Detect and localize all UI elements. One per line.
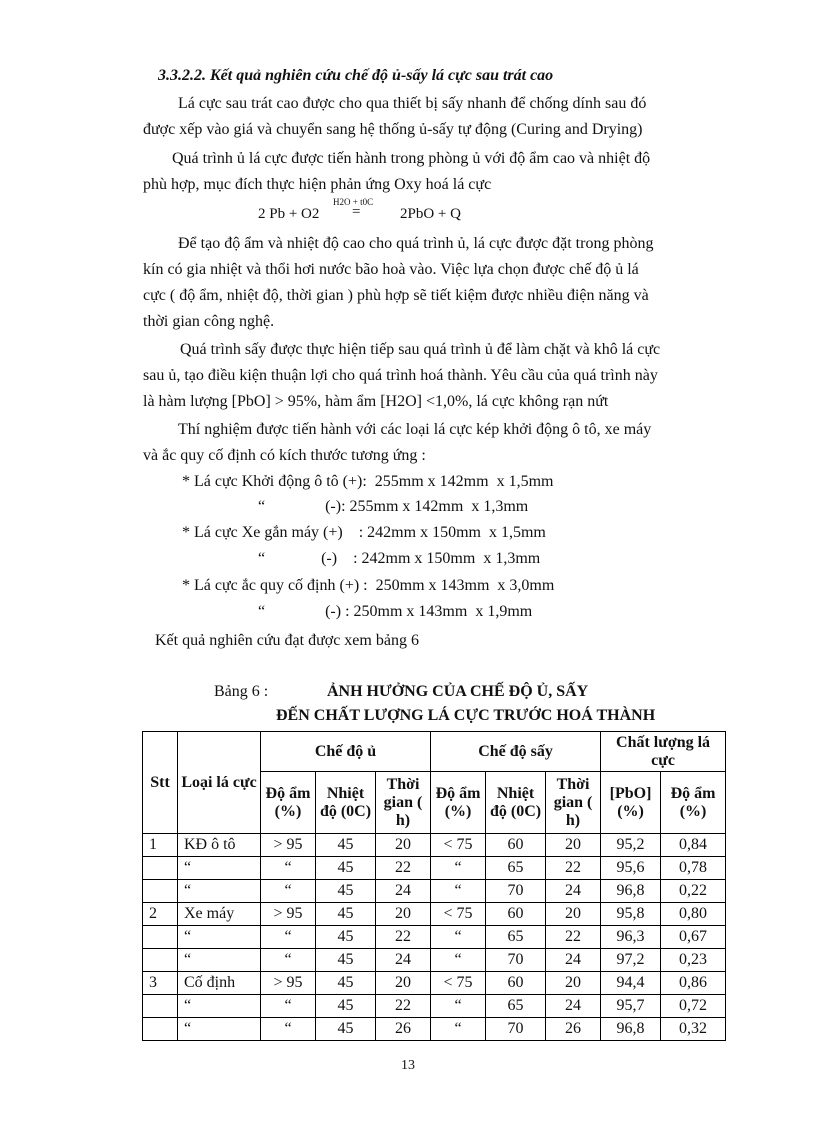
spec-line: “ (-) : 242mm x 150mm x 1,3mm [258, 550, 541, 567]
table-cell: 45 [316, 834, 376, 857]
table-cell: 45 [316, 880, 376, 903]
table-cell [143, 857, 178, 880]
table-row [143, 880, 726, 903]
table-cell: 96,8 [601, 880, 661, 903]
equation-sign: = [352, 204, 361, 220]
table-cell: 22 [376, 995, 431, 1018]
paragraph-line: kín có gia nhiệt và thổi hơi nước bão hoà vào. Việc lựa chọn được chế độ ủ lá [143, 261, 639, 278]
table-cell: 65 [486, 857, 546, 880]
table-cell: “ [431, 857, 486, 880]
table-row [143, 926, 726, 949]
table-cell: 3 [143, 972, 178, 995]
header-stt: Stt [143, 732, 178, 834]
table-cell: Cố định [178, 972, 261, 995]
table-cell: 2 [143, 903, 178, 926]
table-cell: 45 [316, 972, 376, 995]
table-cell: 20 [546, 903, 601, 926]
header-pbo: [PbO] (%) [601, 772, 661, 834]
table-cell: 22 [376, 926, 431, 949]
table-cell: 97,2 [601, 949, 661, 972]
table-cell: “ [261, 949, 316, 972]
header-thoi-gian: Thời gian ( h) [546, 772, 601, 834]
table-cell: 1 [143, 834, 178, 857]
table-title-line-2: ĐẾN CHẤT LƯỢNG LÁ CỰC TRƯỚC HOÁ THÀNH [276, 707, 656, 724]
table-cell: “ [431, 1018, 486, 1041]
table-cell: 24 [546, 995, 601, 1018]
table-title-line-1: ẢNH HƯỞNG CỦA CHẾ ĐỘ Ủ, SẤY [327, 683, 589, 700]
paragraph-line: phù hợp, mục đích thực hiện phản ứng Oxy hoá lá cực [143, 176, 492, 193]
paragraph-line: được xếp vào giá và chuyển sang hệ thống ủ-sấy tự động (Curing and Drying) [143, 121, 643, 138]
results-table [142, 731, 726, 1041]
table-cell: “ [261, 995, 316, 1018]
table-cell: “ [261, 880, 316, 903]
table-cell: 70 [486, 880, 546, 903]
table-cell: 45 [316, 1018, 376, 1041]
equation-left: 2 Pb + O2 [258, 206, 320, 222]
table-row [143, 949, 726, 972]
table-row [143, 972, 726, 995]
table-cell: 26 [546, 1018, 601, 1041]
table-cell: “ [178, 1018, 261, 1041]
table-cell: 45 [316, 949, 376, 972]
table-cell: 45 [316, 903, 376, 926]
table-cell: 22 [546, 857, 601, 880]
table-cell: 65 [486, 995, 546, 1018]
table-cell: 20 [546, 834, 601, 857]
table-cell: 60 [486, 903, 546, 926]
table-cell: 95,8 [601, 903, 661, 926]
header-do-am: Độ ẩm (%) [661, 772, 726, 834]
table-row [143, 857, 726, 880]
page-number: 13 [401, 1058, 415, 1073]
table-cell: > 95 [261, 903, 316, 926]
table-row [143, 834, 726, 857]
table-cell: 45 [316, 995, 376, 1018]
table-cell: “ [178, 857, 261, 880]
table-cell: 96,8 [601, 1018, 661, 1041]
table-cell: 20 [546, 972, 601, 995]
table-cell: 22 [546, 926, 601, 949]
table-cell: 70 [486, 1018, 546, 1041]
paragraph-line: thời gian công nghệ. [143, 313, 275, 330]
table-cell: 0,22 [661, 880, 726, 903]
table-cell: 70 [486, 949, 546, 972]
table-cell: 45 [316, 857, 376, 880]
table-label: Bảng 6 : [214, 683, 269, 700]
table-cell: 0,67 [661, 926, 726, 949]
table-cell: < 75 [431, 903, 486, 926]
table-cell: 0,84 [661, 834, 726, 857]
equation-condition: H2O + t0C [333, 197, 374, 207]
section-heading: 3.3.2.2. Kết quả nghiên cứu chế độ ủ-sấy lá cực sau trát cao [158, 67, 554, 84]
spec-line: “ (-) : 250mm x 143mm x 1,9mm [258, 603, 533, 620]
table-cell: “ [178, 880, 261, 903]
table-cell: 60 [486, 972, 546, 995]
paragraph-line: Quá trình ủ lá cực được tiến hành trong phòng ủ với độ ẩm cao và nhiệt độ [172, 150, 651, 167]
table-cell: 24 [546, 880, 601, 903]
table-cell: 24 [376, 949, 431, 972]
table-cell: > 95 [261, 834, 316, 857]
table-cell: < 75 [431, 972, 486, 995]
table-cell: “ [178, 949, 261, 972]
table-cell: “ [261, 926, 316, 949]
header-do-am: Độ ẩm (%) [261, 772, 316, 834]
table-cell: “ [431, 926, 486, 949]
header-thoi-gian: Thời gian ( h) [376, 772, 431, 834]
paragraph-line: cực ( độ ẩm, nhiệt độ, thời gian ) phù hợp sẽ tiết kiệm được nhiều điện năng và [143, 287, 649, 304]
table-cell: 0,80 [661, 903, 726, 926]
table-cell [143, 926, 178, 949]
table-cell: 95,6 [601, 857, 661, 880]
paragraph-line: Lá cực sau trát cao được cho qua thiết bị sấy nhanh để chống dính sau đó [178, 95, 647, 112]
header-do-am: Độ ẩm (%) [431, 772, 486, 834]
table-cell: 0,86 [661, 972, 726, 995]
table-cell: > 95 [261, 972, 316, 995]
table-row [143, 995, 726, 1018]
table-cell: “ [261, 857, 316, 880]
table-cell: 0,72 [661, 995, 726, 1018]
table-cell: 20 [376, 903, 431, 926]
table-cell: “ [431, 880, 486, 903]
table-cell: 65 [486, 926, 546, 949]
table-cell [143, 949, 178, 972]
table-cell: 95,7 [601, 995, 661, 1018]
table-row [143, 1018, 726, 1041]
header-che-do-say: Chế độ sấy [431, 732, 601, 772]
table-cell [143, 995, 178, 1018]
equation-right: 2PbO + Q [400, 206, 461, 222]
header-loai: Loại lá cực [178, 732, 261, 834]
table-cell: < 75 [431, 834, 486, 857]
table-cell: 45 [316, 926, 376, 949]
header-che-do-u: Chế độ ủ [261, 732, 431, 772]
spec-line: * Lá cực Khởi động ô tô (+): 255mm x 142mm x 1,5mm [182, 473, 554, 490]
spec-line: “ (-): 255mm x 142mm x 1,3mm [258, 498, 529, 515]
paragraph-line: Thí nghiệm được tiến hành với các loại lá cực kép khởi động ô tô, xe máy [178, 421, 652, 438]
table-cell: Xe máy [178, 903, 261, 926]
paragraph-line: Quá trình sấy được thực hiện tiếp sau quá trình ủ để làm chặt và khô lá cực [180, 341, 661, 358]
header-chat-luong: Chất lượng lá cực [601, 732, 726, 772]
table-cell: 96,3 [601, 926, 661, 949]
header-nhiet-do: Nhiệt độ (0C) [486, 772, 546, 834]
table-cell: 22 [376, 857, 431, 880]
table-cell: 94,4 [601, 972, 661, 995]
spec-line: * Lá cực Xe gắn máy (+) : 242mm x 150mm x 1,5mm [182, 524, 546, 541]
table-reference: Kết quả nghiên cứu đạt được xem bảng 6 [155, 632, 419, 649]
paragraph-line: sau ủ, tạo điều kiện thuận lợi cho quá trình hoá thành. Yêu cầu của quá trình này [143, 367, 658, 384]
table-cell: “ [431, 995, 486, 1018]
table-cell: 0,23 [661, 949, 726, 972]
table-cell: KĐ ô tô [178, 834, 261, 857]
table-cell: “ [431, 949, 486, 972]
table-cell [143, 1018, 178, 1041]
table-cell: “ [178, 926, 261, 949]
table-cell: “ [261, 1018, 316, 1041]
table-cell: 0,32 [661, 1018, 726, 1041]
table-cell: 20 [376, 834, 431, 857]
table-cell: 26 [376, 1018, 431, 1041]
table-cell: “ [178, 995, 261, 1018]
table-row [143, 903, 726, 926]
paragraph-line: và ắc quy cố định có kích thước tương ứng : [143, 447, 426, 464]
spec-line: * Lá cực ắc quy cố định (+) : 250mm x 143mm x 3,0mm [182, 577, 555, 594]
paragraph-line: Để tạo độ ẩm và nhiệt độ cao cho quá trình ủ, lá cực được đặt trong phòng [178, 235, 654, 252]
table-cell: 24 [546, 949, 601, 972]
header-nhiet-do: Nhiệt độ (0C) [316, 772, 376, 834]
table-cell: 20 [376, 972, 431, 995]
paragraph-line: là hàm lượng [PbO] > 95%, hàm ẩm [H2O] <1,0%, lá cực không rạn nứt [143, 393, 609, 410]
table-cell: 60 [486, 834, 546, 857]
table-cell: 95,2 [601, 834, 661, 857]
table-cell: 0,78 [661, 857, 726, 880]
table-cell [143, 880, 178, 903]
table-cell: 24 [376, 880, 431, 903]
